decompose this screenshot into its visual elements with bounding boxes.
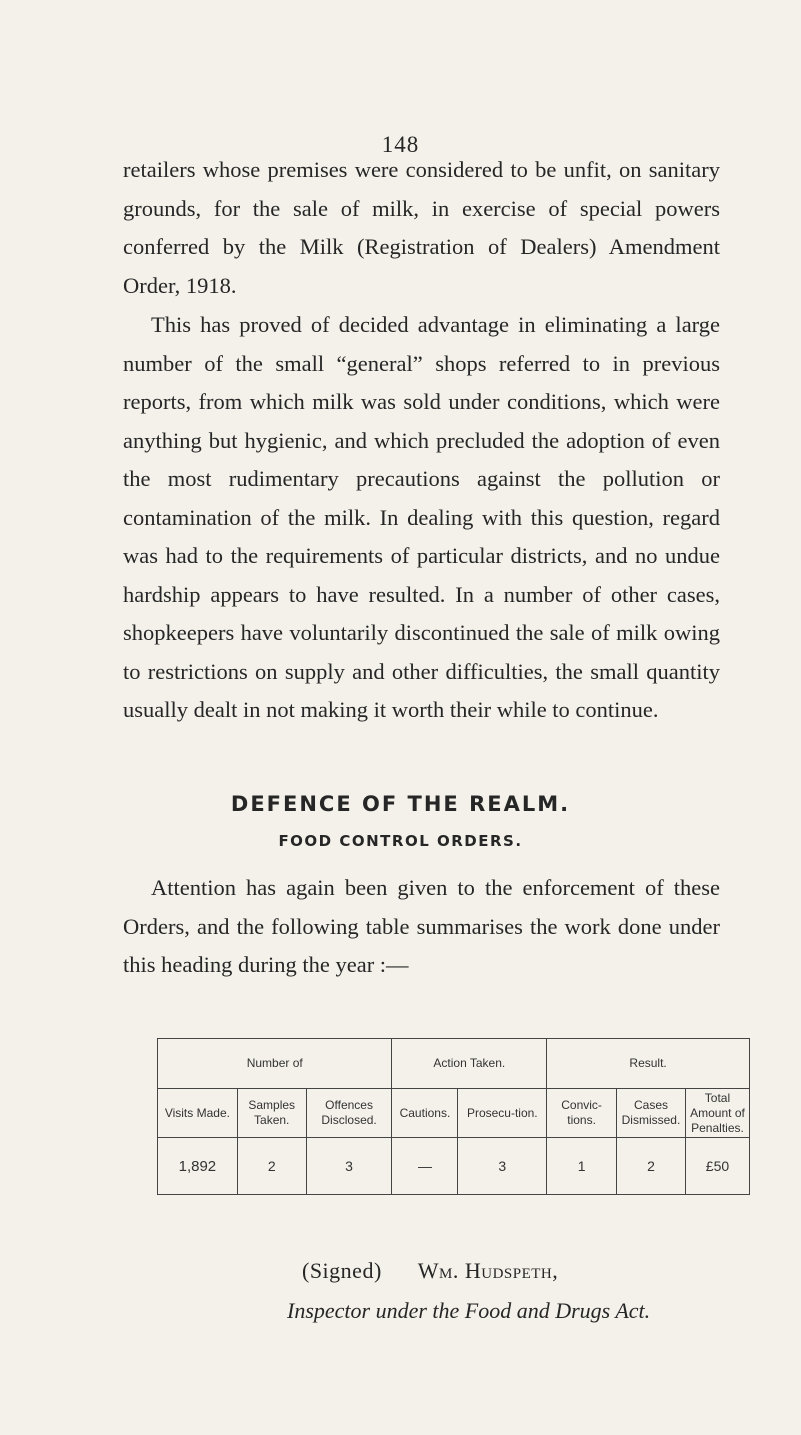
cell-samples: 2 (237, 1138, 306, 1195)
paragraph-retailers: retailers whose premises were considered to be unfit, on sanitary grounds, for the sale of milk, in exercise of special powers conferred by the Milk (Registration of Dealers) Amendment Order, 1918. (123, 157, 720, 298)
cell-prosecution: 3 (458, 1138, 547, 1195)
table-group-header-row (158, 1039, 750, 1089)
table-row (158, 1138, 750, 1195)
cell-cautions: — (392, 1138, 458, 1195)
section-subheading: FOOD CONTROL ORDERS. (278, 832, 523, 850)
signatory-name: Wm. Hudspeth, (417, 1258, 559, 1283)
column-header-dismissed: Cases Dismissed. (617, 1089, 686, 1138)
column-header-visits: Visits Made. (158, 1089, 238, 1138)
paragraph-advantage-text: This has proved of decided advantage in eliminating a large number of the small “general” shops referred to in previous reports, from which milk was sold under conditions, which were anything but hygienic, and which precluded the adoption of even the most rudimentary precautions against the pollution or contamination of the milk. In dealing with this question, regard was had to the requirements of particular districts, and no undue hardship appears to have resulted. In a number of other cases, shopkeepers have voluntarily discontinued the sale of milk owing to restrictions on supply and other difficulties, the small quantity usually dealt in not making it worth their while to continue. (123, 312, 720, 722)
paragraph-attention-text: Attention has again been given to the enforcement of these Orders, and the following table summarises the work done under this heading during the year :— (123, 875, 720, 977)
paragraph-advantage (123, 306, 720, 730)
cell-visits: 1,892 (158, 1138, 238, 1195)
section-heading: DEFENCE OF THE REALM. (230, 792, 571, 816)
column-header-cautions: Cautions. (392, 1089, 458, 1138)
table-column-header-row (158, 1089, 750, 1138)
column-header-samples: Samples Taken. (237, 1089, 306, 1138)
group-header-action-taken: Action Taken. (392, 1039, 547, 1089)
column-header-penalties: Total Amount of Penalties. (685, 1089, 749, 1138)
cell-dismissed: 2 (617, 1138, 686, 1195)
column-header-offences: Offences Disclosed. (306, 1089, 392, 1138)
cell-penalties: £50 (685, 1138, 749, 1195)
signed-label: (Signed) (302, 1258, 382, 1283)
page-number: 148 (381, 132, 420, 157)
column-header-prosecution: Prosecu-tion. (458, 1089, 547, 1138)
group-header-number-of: Number of (158, 1039, 392, 1089)
paragraph-attention (123, 869, 720, 985)
food-control-summary-table (157, 1038, 750, 1195)
cell-offences: 3 (306, 1138, 392, 1195)
column-header-convictions: Convic-tions. (547, 1089, 617, 1138)
signature-line (302, 1258, 558, 1284)
group-header-result: Result. (547, 1039, 750, 1089)
signatory-role: Inspector under the Food and Drugs Act. (287, 1298, 651, 1323)
cell-convictions: 1 (547, 1138, 617, 1195)
